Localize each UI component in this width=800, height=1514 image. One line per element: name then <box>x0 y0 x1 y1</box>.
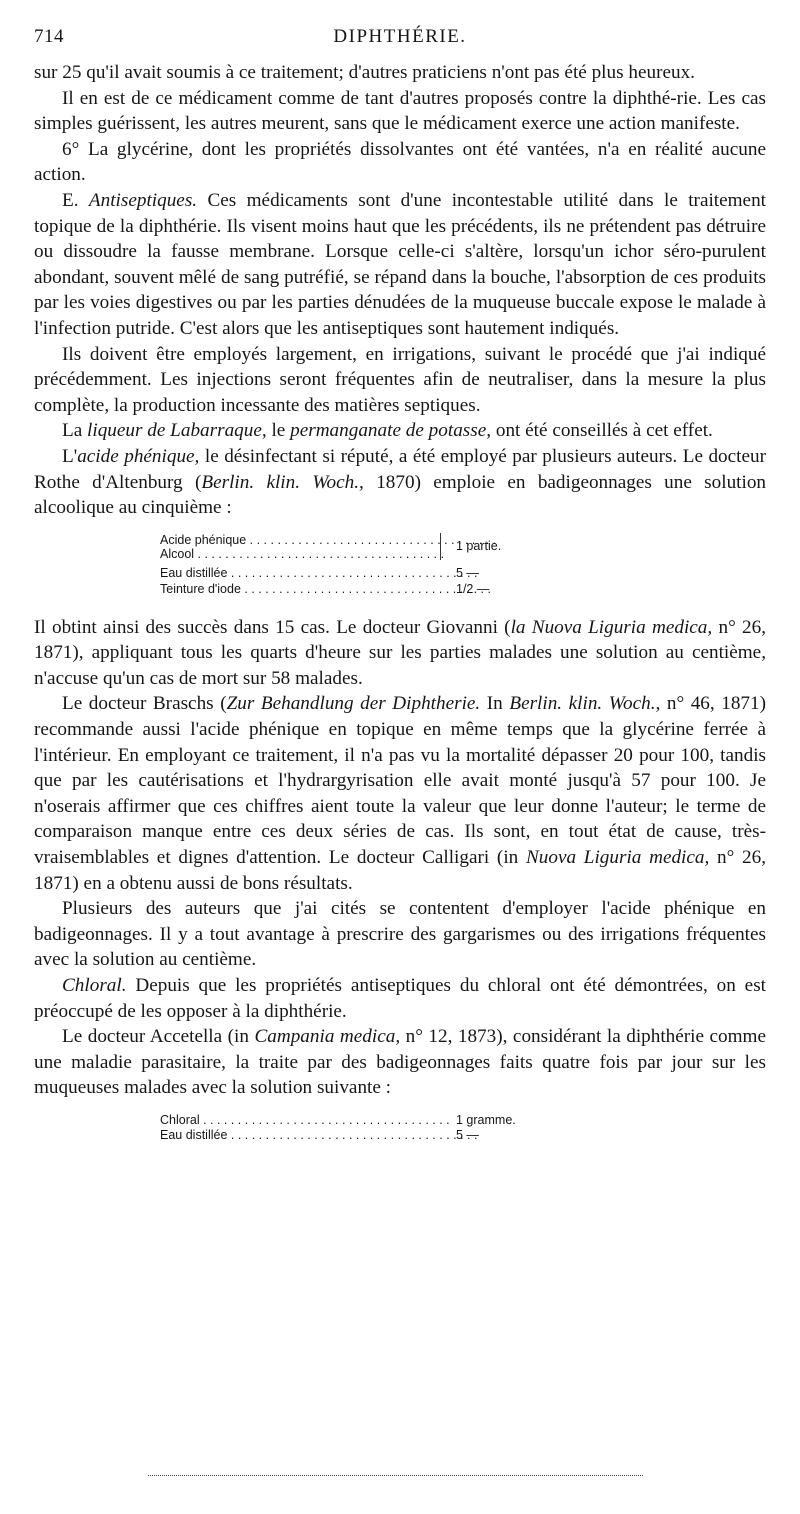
citation-nuova-liguria: la Nuova Liguria medica, <box>510 616 713 638</box>
paragraph-2: Il en est de ce médicament comme de tant d'autres proposés contre la diphthé-rie. Les cas simples guérissent, les autres meurent, sans que le médicament exerce une action manifeste. <box>34 87 766 135</box>
paragraph-antiseptiques <box>34 188 766 342</box>
paragraph-10: Plusieurs des auteurs que j'ai cités se contentent d'employer l'acide phénique en badigeonnages. Il y a tout avantage à prescrire des gargarismes ou des irrigations fréquentes avec la solution au centième. <box>34 898 766 971</box>
text-span: Le docteur Accetella (in <box>62 1026 249 1048</box>
text-span: L' <box>62 445 78 467</box>
text-span: In <box>486 693 503 715</box>
paragraph-chloral <box>34 973 766 1024</box>
ingredient-quantity: 1/2 — <box>456 581 490 596</box>
ingredient-name: Acide phénique . . . <box>160 533 580 548</box>
ingredient-name: Eau distillée . . . <box>160 566 580 581</box>
citation-campania-medica: Campania medica, <box>254 1026 401 1048</box>
text-span: Le docteur Braschs ( <box>62 693 227 715</box>
paragraph-3: 6° La glycérine, dont les propriétés dissolvantes ont été vantées, n'a en réalité aucune action. <box>34 138 766 186</box>
running-title: DIPHTHÉRIE. <box>333 26 467 47</box>
footer-dotted-rule <box>148 1475 643 1476</box>
ingredient-name: Teinture d'iode . . . <box>160 582 580 597</box>
citation-berlin-klin-woch: Berlin. klin. Woch., <box>201 471 364 493</box>
citation-berlin-klin-woch: Berlin. klin. Woch., <box>509 693 661 715</box>
text-span: le désinfectant si réputé, a été employé par plusieurs auteurs. Le docteur Rothe d'Altenburg ( <box>34 445 767 493</box>
text-span: La <box>62 420 83 442</box>
text-span: 1870) emploie en badigeonnages une solution alcoolique au cinquième : <box>34 471 767 519</box>
recipe-phenique <box>34 533 766 601</box>
recipe-row <box>160 1128 580 1143</box>
ingredient-quantity: 1 gramme. <box>456 1112 516 1127</box>
recipe-row <box>160 1113 580 1128</box>
paragraph-labarraque <box>34 418 766 444</box>
text-span: le <box>271 420 286 442</box>
page-header <box>34 26 766 60</box>
paragraph-5: Ils doivent être employés largement, en irrigations, suivant le procédé que j'ai indiqué précédemment. Les injections seront fréquentes afin de neutraliser, dans la mesure la plus complète, la production incessante des matières septiques. <box>34 343 766 416</box>
text-span: Depuis que les propriétés antiseptiques du chloral ont été démontrées, on est préoccupé de les opposer à la diphthérie. <box>34 975 766 1022</box>
citation-zur-behandlung: Zur Behandlung der Diphtherie. <box>226 693 481 715</box>
section-letter: E. <box>62 189 79 211</box>
ingredient-name: Alcool . . . <box>160 547 580 562</box>
citation-nuova-liguria: Nuova Liguria medica, <box>525 847 710 869</box>
paragraph-braschs <box>34 691 766 896</box>
book-page <box>34 26 766 1153</box>
recipe-chloral <box>34 1113 766 1153</box>
section-heading-chloral: Chloral. <box>62 975 127 996</box>
page-number: 714 <box>34 26 64 47</box>
ingredient-name: Chloral . . . <box>160 1113 580 1128</box>
paragraph-accetella <box>34 1024 766 1101</box>
text-span: n° 26, 1871) en a obtenu aussi de bons résultats. <box>34 847 766 894</box>
term-liqueur-labarraque: liqueur de Labarraque, <box>87 420 267 442</box>
recipe-row <box>160 566 580 581</box>
recipe-row <box>160 582 580 597</box>
paragraph-giovanni <box>34 615 766 692</box>
ingredient-quantity: 5 — <box>456 565 479 580</box>
recipe-row <box>160 533 580 548</box>
paragraph-acide-phenique <box>34 444 766 521</box>
ingredient-quantity: 1 partie. <box>456 538 502 553</box>
text-span: ont été conseillés à cet effet. <box>495 420 713 442</box>
recipe-row <box>160 547 580 562</box>
antiseptiques-text: Ces médicaments sont d'une incontestable utilité dans le traitement topique de la diphthérie. Ils visent moins haut que les précédents, ils ne prétendent pas détruire ou dissoudre la fausse membrane. Lorsque celle-ci s'altère, lorsqu'un ichor séro-purulent abondant, souvent mêlé de sang putréfié, se répand dans la bouche, l'absorption de ces produits par les voies digestives ou par les parties dénudées de la muqueuse buccale expose le malade à l'infection putride. C'est alors que les antiseptiques sont hautement indiqués. <box>34 189 767 339</box>
ingredient-name: Eau distillée . . . <box>160 1128 580 1143</box>
text-span: Il obtint ainsi des succès dans 15 cas. Le docteur Giovanni ( <box>34 616 511 638</box>
term-acide-phenique: acide phénique, <box>77 445 200 467</box>
term-permanganate: permanganate de potasse, <box>290 420 492 442</box>
text-span: n° 12, 1873), considérant la diphthérie comme une maladie parasitaire, la traite par des badigeonnages faits quatre fois par jour sur les muqueuses malades avec la solution suivante : <box>34 1026 766 1099</box>
text-span: n° 26, 1871), appliquant tous les quarts d'heure sur les parties malades une solution au centième, n'accuse qu'un cas de mort sur 58 malades. <box>34 616 767 689</box>
section-heading-antiseptiques: Antiseptiques. <box>88 189 198 211</box>
text-span: n° 46, 1871) recommande aussi l'acide phénique en topique en même temps que la glycérine ferrée à l'intérieur. En employant ce traitement, il n'a pas vu la mortalité dépasser 20 pour 100, tandis que par les cautérisations et l'hydrargyrisation elle avait monté jusqu'à 57 pour 100. Je n'oserais affirmer que ces chiffres aient toute la valeur que leur donne l'auteur; le terme de comparaison manque entre ces deux séries de cas. Ils sont, en tout état de cause, très-vraisemblables et dignes d'attention. Le docteur Calligari (in <box>34 693 767 869</box>
ingredient-quantity: 5 — <box>456 1127 479 1142</box>
paragraph-1: sur 25 qu'il avait soumis à ce traitement; d'autres praticiens n'ont pas été plus heureux. <box>34 62 695 83</box>
